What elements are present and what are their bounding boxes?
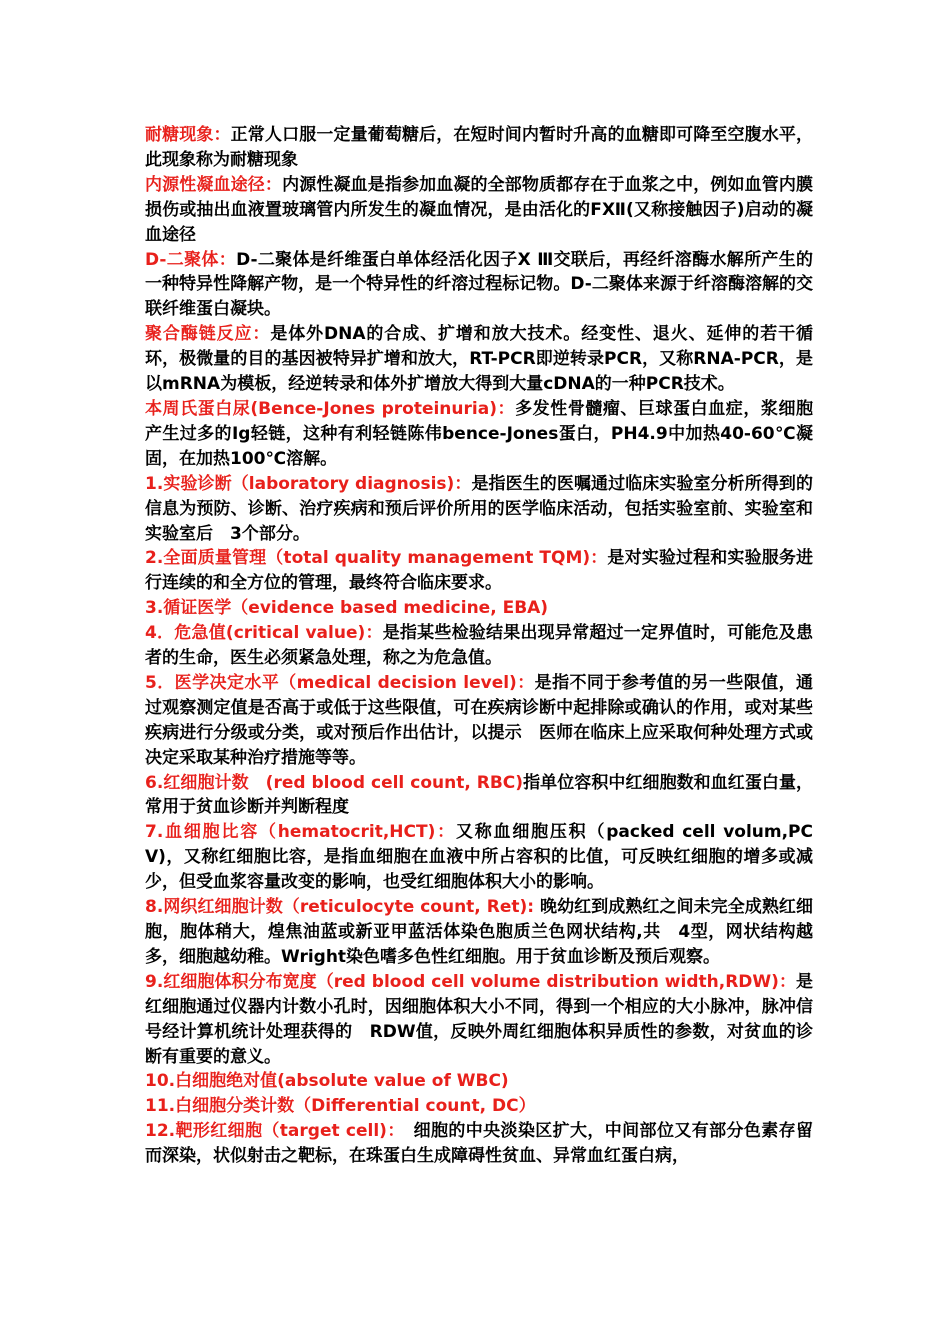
entry-intrinsic-pathway (145, 173, 813, 248)
entry-term: 2.全面质量管理（total quality management TQM)： (145, 548, 608, 569)
document-page (145, 123, 813, 1169)
entry-wbc-absolute (145, 1069, 813, 1094)
entry-term: 聚合酶链反应： (145, 324, 271, 345)
entry-tqm (145, 546, 813, 596)
entry-term: 1.实验诊断（laboratory diagnosis)： (145, 473, 472, 494)
entry-definition: 细胞的中央淡染区扩大，中间部位又有部分色素存留而深染，状似射击之靶标，在珠蛋白生成障碍性贫血、异常血红蛋白病， (145, 1121, 814, 1167)
entry-definition: 是指医生的医嘱通过临床实验室分析所得到的信息为预防、诊断、治疗疾病和预后评价所用的医学临床活动，包括实验室前、实验室和实验室后 3个部分。 (145, 473, 814, 544)
entry-definition: 是红细胞通过仪器内计数小孔时，因细胞体积大小不同，得到一个相应的大小脉冲，脉冲信号经计算机统计处理获得的 RDW值，反映外周红细胞体积异质性的参数，对贫血的诊断有重要的意义。 (145, 971, 813, 1067)
entry-pcr (145, 322, 813, 397)
entry-definition: 又称血细胞压积（packed cell volum,PCV)，又称红细胞比容，是指血细胞在血液中所占容积的比值，可反映红细胞的增多或减少，但受血浆容量改变的影响，也受红细胞体积大小的影响。 (145, 822, 813, 893)
entry-term: 内源性凝血途径： (145, 174, 283, 195)
entry-definition: 正常人口服一定量葡萄糖后，在短时间内暂时升高的血糖即可降至空腹水平，此现象称为耐糖现象 (145, 125, 814, 170)
entry-term: 4．危急值(critical value)： (145, 623, 383, 644)
entry-bence-jones (145, 397, 813, 472)
entry-term: 11.白细胞分类计数（Differential count, DC） (145, 1096, 536, 1117)
entry-term: 本周氏蛋白尿(Bence-Jones proteinuria)： (145, 398, 516, 419)
entry-target-cell (145, 1119, 813, 1169)
entry-definition: 晚幼红到成熟红之间未完全成熟红细胞，胞体稍大，煌焦油蓝或新亚甲蓝活体染色胞质兰色网状结构,共 4型，网状结构越多，细胞越幼稚。Wright染色嗜多色性红细胞。用于贫血诊断及预后观察。 (145, 897, 813, 967)
entry-definition: 是指某些检验结果出现异常超过一定界值时，可能危及患者的生命，医生必须紧急处理，称之为危急值。 (145, 623, 813, 669)
entry-term: 7.血细胞比容（hematocrit,HCT)： (145, 822, 456, 843)
entry-term: 8.网织红细胞计数（reticulocyte count, Ret): (145, 897, 535, 918)
entry-definition: 是指不同于参考值的另一些限值，通过观察测定值是否高于或低于这些限值，可在疾病诊断中起排除或确认的作用，或对某些疾病进行分级或分类，或对预后作出估计，以提示 医师在临床上应采取何种处理方式或决定采取某种治疗措施等等。 (145, 672, 813, 768)
entry-d-dimer (145, 248, 813, 323)
entry-definition: 指单位容积中红细胞数和血红蛋白量，常用于贫血诊断并判断程度 (145, 772, 814, 818)
entry-term: 10.白细胞绝对值(absolute value of WBC) (145, 1071, 509, 1092)
entry-definition: D-二聚体是纤维蛋白单体经活化因子Ⅹ Ⅲ交联后，再经纤溶酶水解所产生的一种特异性降解产物，是一个特异性的纤溶过程标记物。D-二聚体来源于纤溶酶溶解的交联纤维蛋白凝块。 (145, 249, 814, 320)
entry-rdw (145, 970, 813, 1070)
entry-term: 耐糖现象： (145, 125, 231, 145)
entry-term: 6.红细胞计数 (red blood cell count, RBC) (145, 772, 524, 793)
entry-laboratory-diagnosis (145, 472, 813, 547)
entry-reticulocyte-count (145, 895, 813, 970)
entry-glucose-tolerance (145, 123, 813, 173)
entry-definition: 是体外DNA的合成、扩增和放大技术。经变性、退火、延伸的若干循环，极微量的目的基因被特异扩增和放大，RT-PCR即逆转录PCR，又称RNA-PCR，是以mRNA为模板，经逆转录和体外扩增放大得到大量cDNA的一种PCR技术。 (145, 324, 814, 395)
entry-term: D-二聚体： (145, 249, 237, 270)
entry-term: 12.靶形红细胞（target cell)： (145, 1121, 397, 1142)
entry-definition: 内源性凝血是指参加血凝的全部物质都存在于血浆之中，例如血管内膜损伤或抽出血液置玻璃管内所发生的凝血情况，是由活化的FⅫ(又称接触因子)启动的凝血途径 (145, 174, 814, 245)
entry-term: 5．医学决定水平（medical decision level)： (145, 672, 535, 693)
entry-term: 3.循证医学（evidence based medicine, EBA) (145, 598, 549, 619)
entry-definition: 多发性骨髓瘤、巨球蛋白血症，浆细胞产生过多的Ig轻链，这种有利轻链陈伟bence-Jones蛋白，PH4.9中加热40-60℃凝固，在加热100℃溶解。 (145, 398, 814, 469)
entry-term: 9.红细胞体积分布宽度（red blood cell volume distribution width,RDW)： (145, 971, 796, 992)
entry-definition: 是对实验过程和实验服务进行连续的和全方位的管理，最终符合临床要求。 (145, 548, 814, 594)
entry-hematocrit (145, 820, 813, 895)
entry-evidence-based-medicine (145, 596, 813, 621)
entry-medical-decision-level (145, 671, 813, 771)
entry-critical-value (145, 621, 813, 671)
entry-rbc-count (145, 771, 813, 821)
entry-differential-count (145, 1094, 813, 1119)
